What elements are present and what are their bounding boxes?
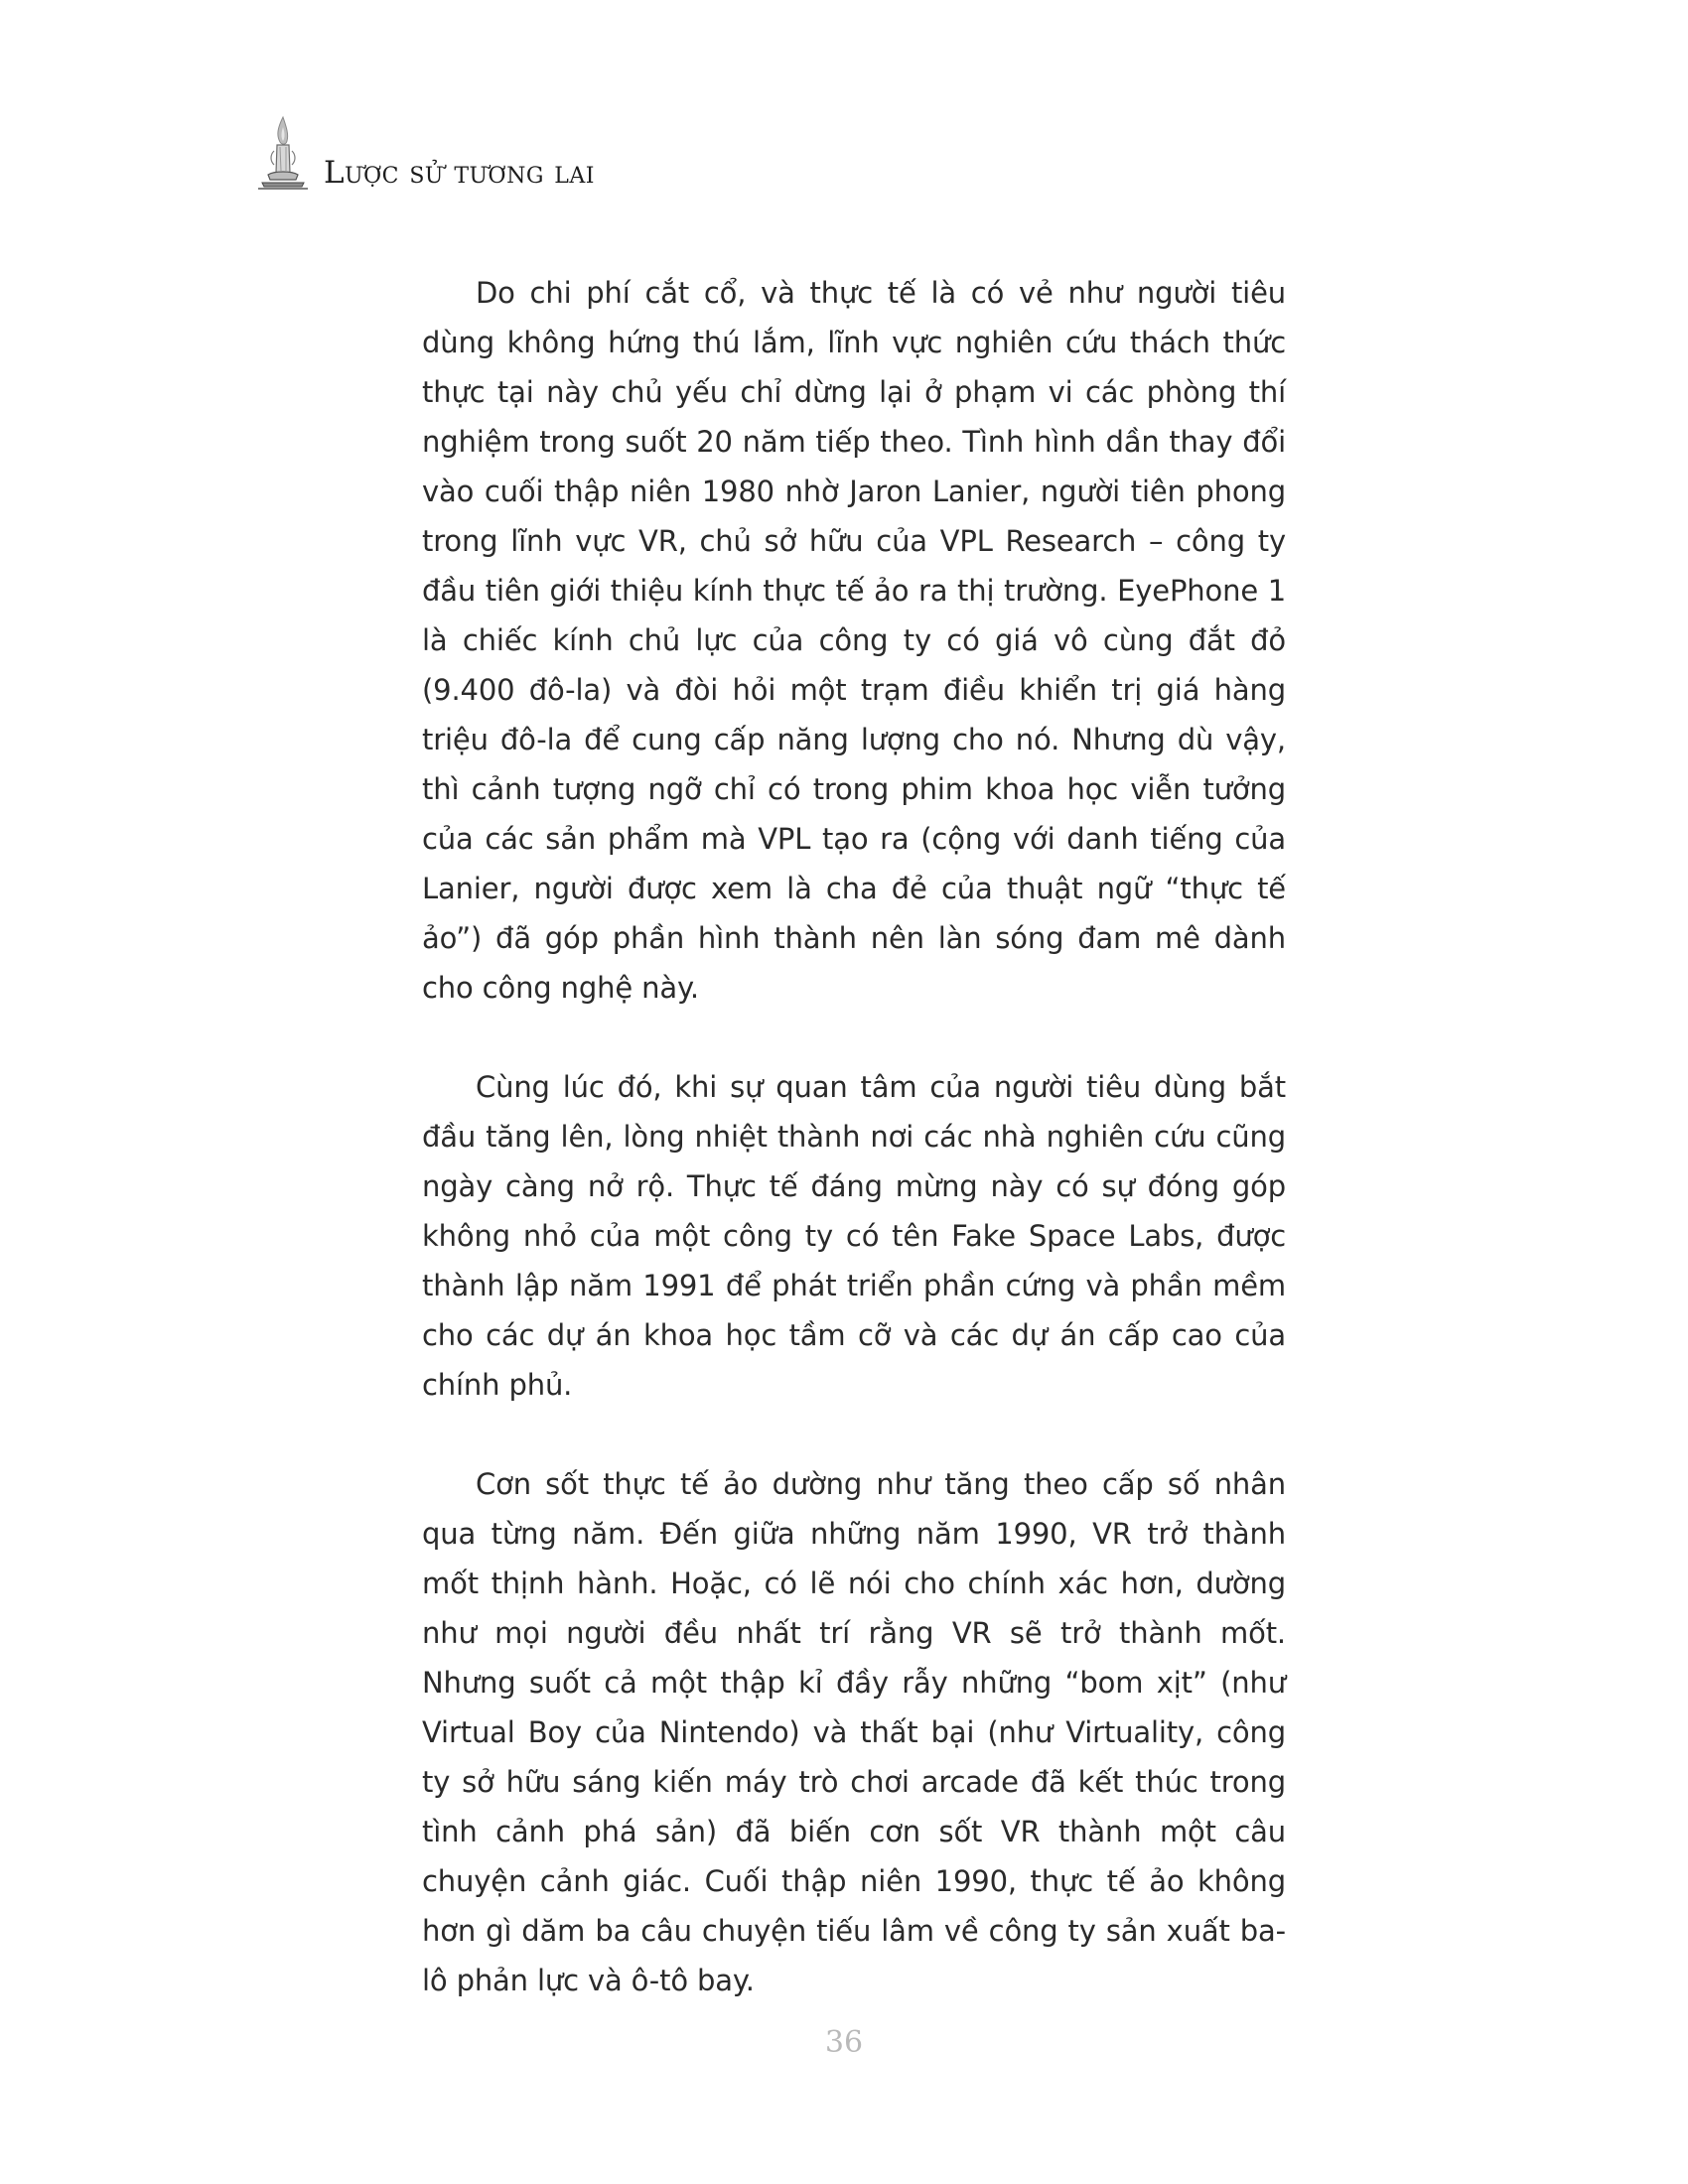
paragraph: Cùng lúc đó, khi sự quan tâm của người tiêu dùng bắt đầu tăng lên, lòng nhiệt thành nơi các nhà nghiên cứu cũng ngày càng nở rộ. Thực tế đáng mừng này có sự đóng góp không nhỏ của một công ty có tên Fake Space Labs, được thành lập năm 1991 để phát triển phần cứng và phần mềm cho các dự án khoa học tầm cỡ và các dự án cấp cao của chính phủ.: [422, 1070, 1286, 1402]
running-header-title: Lược sử tương lai: [324, 155, 595, 191]
running-header: [256, 111, 595, 191]
body-text: [422, 268, 1286, 2055]
paragraph: Do chi phí cắt cổ, và thực tế là có vẻ như người tiêu dùng không hứng thú lắm, lĩnh vực nghiên cứu thách thức thực tại này chủ yếu chỉ dừng lại ở phạm vi các phòng thí nghiệm trong suốt 20 năm tiếp theo. Tình hình dần thay đổi vào cuối thập niên 1980 nhờ Jaron Lanier, người tiên phong trong lĩnh vực VR, chủ sở hữu của VPL Research – công ty đầu tiên giới thiệu kính thực tế ảo ra thị trường. EyePhone 1 là chiếc kính chủ lực của công ty có giá vô cùng đắt đỏ (9.400 đô-la) và đòi hỏi một trạm điều khiển trị giá hàng triệu đô-la để cung cấp năng lượng cho nó. Nhưng dù vậy, thì cảnh tượng ngỡ chỉ có trong phim khoa học viễn tưởng của các sản phẩm mà VPL tạo ra (cộng với danh tiếng của Lanier, người được xem là cha đẻ của thuật ngữ “thực tế ảo”) đã góp phần hình thành nên làn sóng đam mê dành cho công nghệ này.: [422, 276, 1286, 1005]
page-number: 36: [824, 2025, 864, 2060]
candle-flame-emblem-icon: [256, 111, 308, 191]
paragraph: Cơn sốt thực tế ảo dường như tăng theo cấp số nhân qua từng năm. Đến giữa những năm 1990, VR trở thành mốt thịnh hành. Hoặc, có lẽ nói cho chính xác hơn, dường như mọi người đều nhất trí rằng VR sẽ trở thành mốt. Nhưng suốt cả một thập kỉ đầy rẫy những “bom xịt” (như Virtual Boy của Nintendo) và thất bại (như Virtuality, công ty sở hữu sáng kiến máy trò chơi arcade đã kết thúc trong tình cảnh phá sản) đã biến cơn sốt VR thành một câu chuyện cảnh giác. Cuối thập niên 1990, thực tế ảo không hơn gì dăm ba câu chuyện tiếu lâm về công ty sản xuất ba-lô phản lực và ô-tô bay.: [422, 1467, 1286, 1997]
